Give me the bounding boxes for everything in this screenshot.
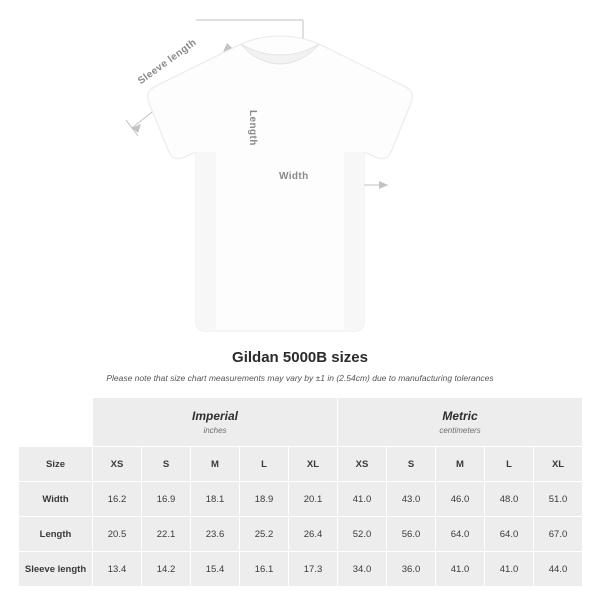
table-header-size: Size [19, 447, 93, 482]
tshirt-shape [148, 36, 413, 331]
table-row-unit-groups [19, 398, 583, 447]
cell-width-metric-xs: 41.0 [338, 482, 387, 517]
cell-sleeve-metric-s: 36.0 [387, 552, 436, 587]
table-row [19, 482, 583, 517]
page-title: Gildan 5000B sizes [232, 349, 368, 366]
table-header-metric-m: M [436, 447, 485, 482]
cell-sleeve-imperial-m: 15.4 [191, 552, 240, 587]
cell-width-imperial-xl: 20.1 [289, 482, 338, 517]
size-chart-table [18, 397, 583, 587]
cell-width-metric-xl: 51.0 [534, 482, 583, 517]
tolerance-note: Please note that size chart measurements may vary by ±1 in (2.54cm) due to manufacturing tolerances [106, 373, 494, 383]
cell-sleeve-metric-m: 41.0 [436, 552, 485, 587]
cell-length-metric-xs: 52.0 [338, 517, 387, 552]
cell-length-imperial-s: 22.1 [142, 517, 191, 552]
cell-width-imperial-m: 18.1 [191, 482, 240, 517]
dimension-label-length: Length [247, 110, 258, 146]
dimension-label-sleeve-length: Sleeve length [136, 37, 199, 87]
table-header-metric-s: S [387, 447, 436, 482]
table-header-imperial-l: L [240, 447, 289, 482]
cell-width-imperial-l: 18.9 [240, 482, 289, 517]
group-name-metric: Metric [442, 409, 478, 423]
table-row-header-sizes [19, 447, 583, 482]
dimension-label-width: Width [279, 171, 309, 182]
row-label-length: Length [19, 517, 93, 552]
cell-length-metric-s: 56.0 [387, 517, 436, 552]
table-header-metric-l: L [485, 447, 534, 482]
table-header-imperial-s: S [142, 447, 191, 482]
table-header-metric-xl: XL [534, 447, 583, 482]
cell-length-metric-m: 64.0 [436, 517, 485, 552]
cell-length-imperial-xl: 26.4 [289, 517, 338, 552]
table-row [19, 552, 583, 587]
cell-length-metric-xl: 67.0 [534, 517, 583, 552]
group-unit-imperial: inches [203, 426, 227, 435]
cell-width-metric-s: 43.0 [387, 482, 436, 517]
cell-sleeve-imperial-l: 16.1 [240, 552, 289, 587]
cell-length-imperial-m: 23.6 [191, 517, 240, 552]
cell-width-imperial-s: 16.9 [142, 482, 191, 517]
table-header-metric-xs: XS [338, 447, 387, 482]
cell-width-metric-l: 48.0 [485, 482, 534, 517]
table-header-imperial-xl: XL [289, 447, 338, 482]
cell-length-imperial-l: 25.2 [240, 517, 289, 552]
cell-sleeve-imperial-xl: 17.3 [289, 552, 338, 587]
table-header-imperial-m: M [191, 447, 240, 482]
cell-length-imperial-xs: 20.5 [93, 517, 142, 552]
group-name-imperial: Imperial [191, 409, 239, 423]
row-label-width: Width [19, 482, 93, 517]
row-label-sleeve-length: Sleeve length [19, 552, 93, 587]
table-group-header-metric [338, 398, 583, 447]
table-group-header-imperial [93, 398, 338, 447]
table-header-imperial-xs: XS [93, 447, 142, 482]
cell-sleeve-metric-xs: 34.0 [338, 552, 387, 587]
cell-sleeve-imperial-s: 14.2 [142, 552, 191, 587]
cell-sleeve-metric-xl: 44.0 [534, 552, 583, 587]
cell-length-metric-l: 64.0 [485, 517, 534, 552]
cell-width-metric-m: 46.0 [436, 482, 485, 517]
table-row [19, 517, 583, 552]
table-cell-empty [19, 398, 93, 447]
group-unit-metric: centimeters [439, 426, 481, 435]
cell-sleeve-imperial-xs: 13.4 [93, 552, 142, 587]
cell-sleeve-metric-l: 41.0 [485, 552, 534, 587]
size-chart-table-wrapper [18, 397, 582, 587]
cell-width-imperial-xs: 16.2 [93, 482, 142, 517]
